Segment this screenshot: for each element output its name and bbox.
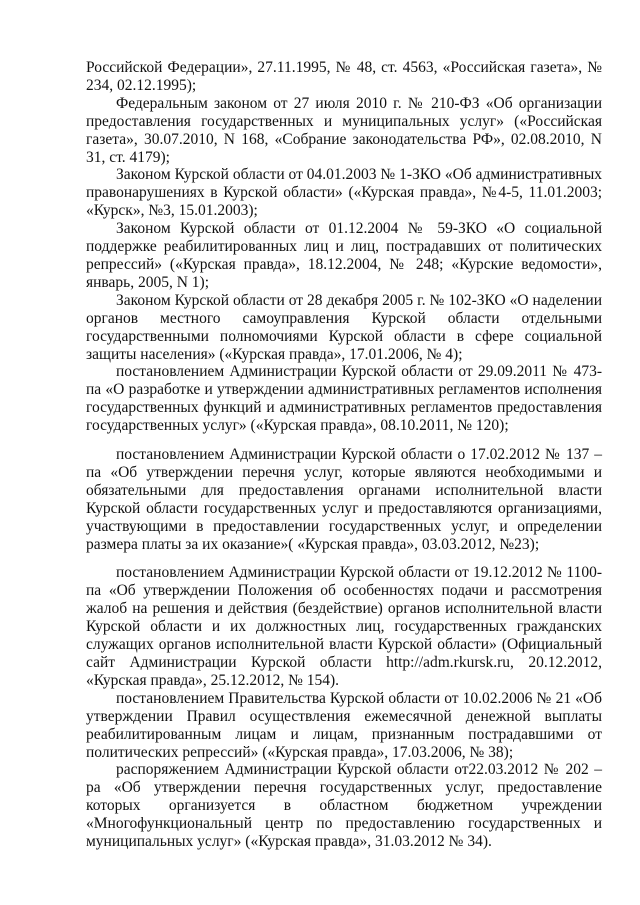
paragraph-federation-ref: Российской Федерации», 27.11.1995, № 48, ст. 4563, «Российская газета», № 234, 02.12.1995); [86, 59, 602, 94]
paragraph-kursk-law-59: Законом Курской области от 01.12.2004 № 59-ЗКО «О социальной поддержке реабилитированных лиц и лиц, пострадавших от политических репрессий» («Курская правда», 18.12.2004, № 248; «Курские ведомости», январь, 2005, N 1); [86, 220, 602, 291]
paragraph-resolution-1100: постановлением Администрации Курской области от 19.12.2012 № 1100-па «Об утверждении Положения об особенностях подачи и рассмотрения жалоб на решения и действия (бездействие) органов исполнительной власти Курской области и их должностных лиц, государственных гражданских служащих органов исполнительной власти Курской области» (Официальный сайт Администрации Курской области http://adm.rkursk.ru, 20.12.2012, «Курская правда», 25.12.2012, № 154). [86, 564, 602, 689]
paragraph-resolution-137: постановлением Администрации Курской области о 17.02.2012 № 137 – па «Об утверждении перечня услуг, которые являются необходимыми и обязательными для предоставления органами исполнительной власти Курской области государственных услуг и предоставляются организациями, участвующими в предоставлении государственных услуг, и определении размера платы за их оказание»( «Курская правда», 03.03.2012, №23); [86, 446, 602, 553]
paragraph-kursk-law-1: Законом Курской области от 04.01.2003 № 1-ЗКО «Об административных правонарушениях в Курской области» («Курская правда», №4-5, 11.01.2003; «Курск», №3, 15.01.2003); [86, 166, 602, 220]
paragraph-kursk-law-102: Законом Курской области от 28 декабря 2005 г. № 102-ЗКО «О наделении органов местного самоуправления Курской области отдельными государственными полномочиями Курской области в сфере социальной защиты населения» («Курская правда», 17.01.2006, № 4); [86, 291, 602, 363]
paragraph-resolution-473: постановлением Администрации Курской области от 29.09.2011 № 473-па «О разработке и утверждении административных регламентов исполнения государственных функций и административных регламентов предоставления государственных услуг» («Курская правда», 08.10.2011, № 120); [86, 363, 602, 435]
paragraph-resolution-21: постановлением Правительства Курской области от 10.02.2006 № 21 «Об утверждении Правил осуществления ежемесячной денежной выплаты реабилитированным лицам и лицам, признанным пострадавшими от политических репрессий» («Курская правда», 17.03.2006, № 38); [86, 689, 602, 761]
paragraph-federal-law-210: Федеральным законом от 27 июля 2010 г. № 210-ФЗ «Об организации предоставления государственных и муниципальных услуг» («Российская газета», 30.07.2010, N 168, «Собрание законодательства РФ», 02.08.2010, N 31, ст. 4179); [86, 94, 602, 166]
paragraph-order-202: распоряжением Администрации Курской области от22.03.2012 № 202 – ра «Об утверждении перечня государственных услуг, предоставление которых организуется в областном бюджетном учреждении «Многофункциональный центр по предоставлению государственных и муниципальных услуг» («Курская правда», 31.03.2012 № 34). [86, 761, 602, 851]
